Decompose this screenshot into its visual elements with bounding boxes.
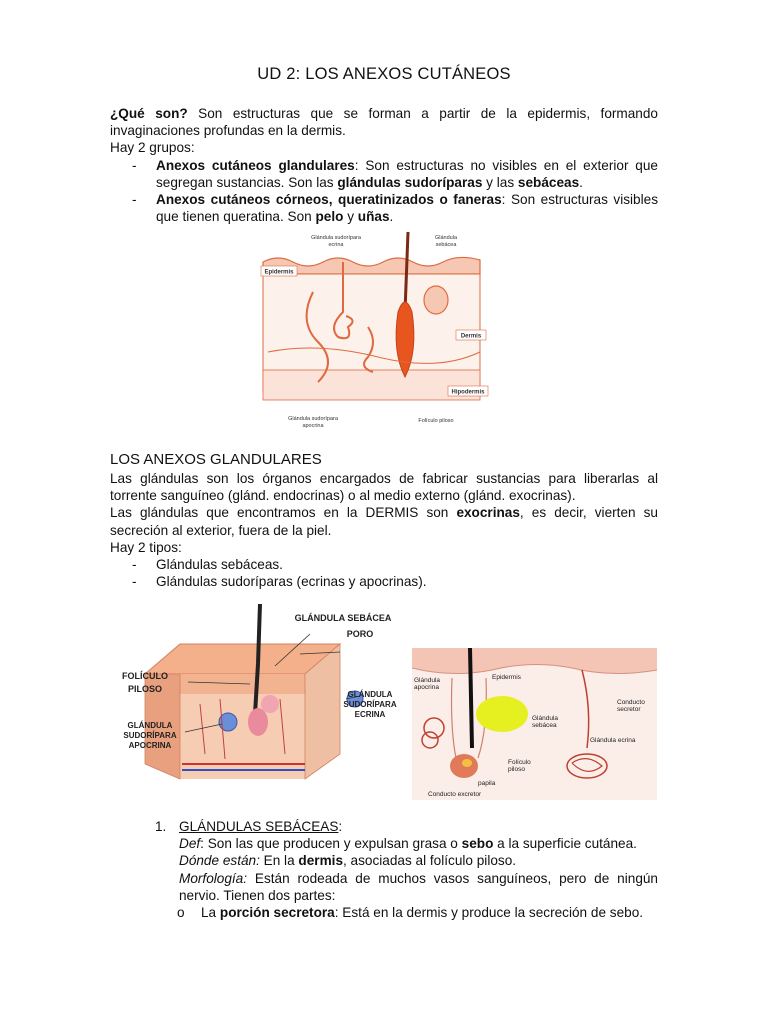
- text: Están rodeada de muchos vasos sanguíneos, pero de ningún nervio. Tienen dos partes:: [179, 870, 658, 903]
- label-foliculo-piloso-2: piloso: [508, 766, 525, 773]
- text: En la: [259, 853, 299, 869]
- text: , asociadas al folículo piloso.: [343, 853, 517, 869]
- list-item: [110, 191, 658, 225]
- italic-label: Dónde están:: [179, 853, 260, 869]
- intro-paragraph: [110, 105, 658, 139]
- intro-question: ¿Qué son?: [110, 106, 188, 121]
- item-term: pelo: [315, 209, 344, 225]
- item-term: glándulas sudoríparas: [337, 174, 483, 190]
- location-line: [155, 852, 658, 869]
- italic-label: Morfología:: [179, 870, 248, 886]
- page-title: UD 2: LOS ANEXOS CUTÁNEOS: [257, 65, 511, 83]
- paragraph: [110, 504, 658, 538]
- label-apocrina-1: Glándula sudorípara: [288, 416, 338, 422]
- label-foliculo: Folículo piloso: [418, 418, 454, 424]
- text: : Son las que producen y expulsan grasa o: [200, 836, 462, 852]
- label-glandula-ecrina: Glándula ecrina: [590, 737, 636, 744]
- item-term: Anexos cutáneos córneos, queratinizados o faneras: [156, 192, 502, 208]
- bold-term: sebo: [461, 836, 494, 852]
- item-text: .: [579, 174, 583, 190]
- label-epidermis: Epidermis: [492, 674, 521, 681]
- label-glandula-sebacea: GLÁNDULA SEBÁCEA: [294, 613, 392, 623]
- text: a la superficie cutánea.: [493, 836, 637, 852]
- section-heading: LOS ANEXOS GLANDULARES: [110, 451, 322, 468]
- label-sud-ecrina-1: GLÁNDULA: [347, 690, 393, 699]
- label-foliculo-2: PILOSO: [127, 684, 163, 694]
- label-sud-ecrina-3: ECRINA: [354, 710, 386, 719]
- label-conducto-secretor-2: secretor: [617, 706, 641, 713]
- sub-item: [155, 904, 658, 921]
- item-text: .: [389, 209, 394, 225]
- groups-line: Hay 2 grupos:: [110, 140, 195, 156]
- label-foliculo-piloso-1: Folículo: [508, 759, 531, 766]
- morphology-line: [155, 870, 658, 904]
- definition-line: [155, 835, 658, 852]
- item-text: : Son estructuras visibles que tienen queratina. Son: [156, 192, 658, 225]
- bold-term: porción secretora: [219, 905, 335, 921]
- bold-term: exocrinas: [456, 505, 520, 521]
- list-item: - Glándulas sebáceas.: [110, 556, 658, 573]
- label-conducto-secretor-1: Conducto: [617, 699, 645, 706]
- label-hipodermis: Hipodermis: [451, 389, 485, 396]
- types-list: [110, 556, 658, 590]
- list-heading-row: [155, 818, 658, 835]
- label-papila: papila: [478, 780, 496, 787]
- paragraph: Las glándulas son los órganos encargados de fabricar sustancias para liberarlas al torrente sanguíneo (glánd. endocrinas) o al medio externo (glánd. exocrinas).: [110, 471, 658, 504]
- item-term: sebáceas: [517, 174, 580, 190]
- text: Las glándulas que encontramos en la DERMIS son: [110, 505, 457, 521]
- bullet: o: [177, 905, 185, 921]
- label-epidermis: Epidermis: [264, 269, 294, 276]
- italic-label: Def: [179, 836, 201, 852]
- label-sebacea-2: sebácea: [435, 242, 457, 248]
- label-ecrina-1: Glándula sudorípara: [311, 235, 361, 241]
- label-apocrina-2: apocrina: [302, 423, 324, 429]
- label-dermis: Dermis: [460, 333, 482, 340]
- label-glandula-sebacea-2: sebácea: [532, 722, 557, 729]
- section2-block: [110, 470, 658, 590]
- skin-block-figure: [110, 604, 408, 796]
- glands-diagram-figure: [412, 648, 657, 800]
- list-item: [110, 157, 658, 191]
- list-heading: GLÁNDULAS SEBÁCEAS: [179, 819, 339, 834]
- label-glandula-apocrina-2: apocrina: [414, 684, 439, 691]
- list-number: 1.: [155, 819, 167, 834]
- label-glandula-apocrina-1: Glándula: [414, 677, 441, 684]
- text: , es decir, vierten su secreción al exterior, fuera de la piel.: [110, 505, 658, 538]
- label-foliculo-1: FOLÍCULO: [122, 671, 168, 681]
- label-ecrina-2: ecrina: [328, 242, 344, 248]
- item-text: y: [343, 209, 358, 225]
- item-term: Anexos cutáneos glandulares: [156, 157, 355, 173]
- bold-term: dermis: [298, 853, 343, 869]
- item-text: y las: [482, 174, 518, 190]
- intro-block: [110, 105, 658, 225]
- label-conducto-excretor: Conducto excretor: [428, 791, 482, 798]
- label-sud-apocrina-2: SUDORÍPARA: [123, 731, 177, 740]
- skin-diagram-figure: [258, 232, 490, 432]
- label-sebacea-1: Glándula: [434, 235, 458, 241]
- intro-answer: Son estructuras que se forman a partir de la epidermis, formando invaginaciones profundas en la dermis.: [110, 106, 658, 139]
- item-text: : Son estructuras no visibles en el exterior que segregan sustancias. Son las: [156, 157, 658, 190]
- label-poro: PORO: [346, 629, 374, 639]
- label-sud-ecrina-2: SUDORÍPARA: [343, 700, 397, 709]
- list-heading-colon: :: [338, 819, 343, 834]
- list-item: - Glándulas sudoríparas (ecrinas y apocrinas).: [110, 573, 658, 590]
- paragraph: Hay 2 tipos:: [110, 539, 182, 555]
- item-term: uñas: [357, 209, 390, 225]
- groups-list: [110, 157, 658, 226]
- label-sud-apocrina-1: GLÁNDULA: [127, 721, 173, 730]
- numbered-section: [155, 818, 658, 921]
- text: : Está en la dermis y produce la secreción de sebo.: [334, 905, 644, 921]
- text: La: [201, 905, 220, 921]
- label-glandula-sebacea-1: Glándula: [532, 715, 559, 722]
- label-sud-apocrina-3: APOCRINA: [128, 741, 172, 750]
